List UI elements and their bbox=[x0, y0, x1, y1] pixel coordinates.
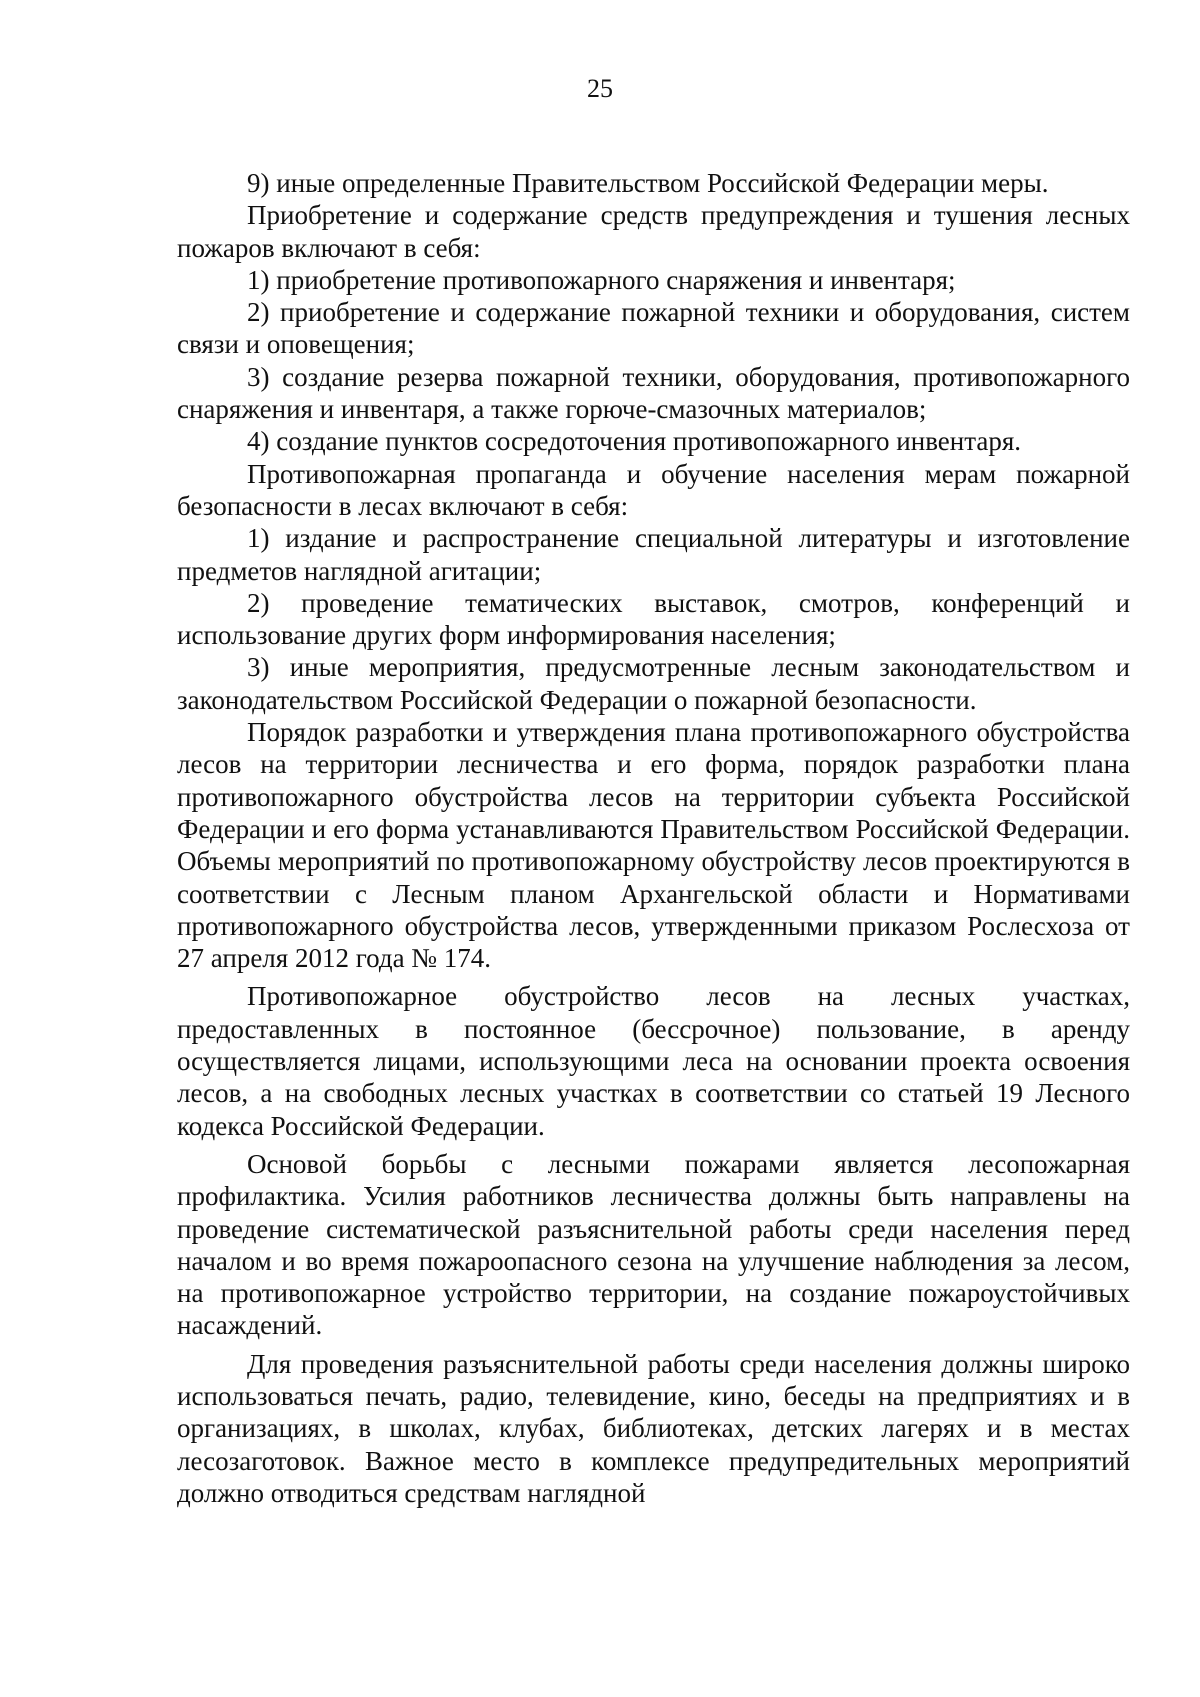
list-item: 1) издание и распространение специальной литературы и изготовление предметов наглядной агитации; bbox=[177, 523, 1130, 586]
paragraph: Порядок разработки и утверждения плана противопожарного обустройства лесов на территории лесничества и его форма, порядок разработки плана противопожарного обустройства лесов на территории субъекта Российской Федерации и его форма устанавливаются Правительством Российской Федерации. Объемы мероприятий по противопожарному обустройству лесов проектируются в соответствии с Лесным планом Архангельской области и Нормативами противопожарного обустройства лесов, утвержденными приказом Рослесхоза от 27 апреля 2012 года № 174. bbox=[177, 717, 1130, 974]
list-item: 2) проведение тематических выставок, смотров, конференций и использование других форм информирования населения; bbox=[177, 587, 1130, 651]
document-body bbox=[177, 167, 1130, 1509]
paragraph: Основой борьбы с лесными пожарами является лесопожарная профилактика. Усилия работников лесничества должны быть направлены на проведение систематической разъяснительной работы среди населения перед началом и во время пожароопасного сезона на улучшение наблюдения за лесом, на противопожарное устройство территории, на создание пожароустойчивых насаждений. bbox=[177, 1148, 1130, 1341]
list-item: 2) приобретение и содержание пожарной техники и оборудования, систем связи и оповещения; bbox=[177, 297, 1130, 360]
list-item: 3) иные мероприятия, предусмотренные лесным законодательством и законодательством Российской Федерации о пожарной безопасности. bbox=[177, 652, 1130, 715]
paragraph: Противопожарное обустройство лесов на лесных участках, предоставленных в постоянное (бессрочное) пользование, в аренду осуществляется лицами, использующими леса на основании проекта освоения лесов, а на свободных лесных участках в соответствии со статьей 19 Лесного кодекса Российской Федерации. bbox=[177, 981, 1130, 1141]
paragraph: Противопожарная пропаганда и обучение населения мерам пожарной безопасности в лесах включают в себя: bbox=[177, 458, 1130, 521]
list-item: 3) создание резерва пожарной техники, оборудования, противопожарного снаряжения и инвентаря, а также горюче-смазочных материалов; bbox=[177, 361, 1130, 425]
page-number: 25 bbox=[587, 74, 613, 103]
paragraph: Приобретение и содержание средств предупреждения и тушения лесных пожаров включают в себя: bbox=[177, 200, 1130, 263]
list-item: 1) приобретение противопожарного снаряжения и инвентаря; bbox=[247, 264, 956, 295]
paragraph: 9) иные определенные Правительством Российской Федерации меры. bbox=[247, 168, 1049, 198]
paragraph: Для проведения разъяснительной работы среди населения должны широко использоваться печать, радио, телевидение, кино, беседы на предприятиях и в организациях, в школах, клубах, библиотеках, детских лагерях и в местах лесозаготовок. Важное место в комплексе предупредительных мероприятий должно отводиться средствам наглядной bbox=[177, 1348, 1130, 1508]
list-item: 4) создание пунктов сосредоточения противопожарного инвентаря. bbox=[247, 426, 1022, 457]
